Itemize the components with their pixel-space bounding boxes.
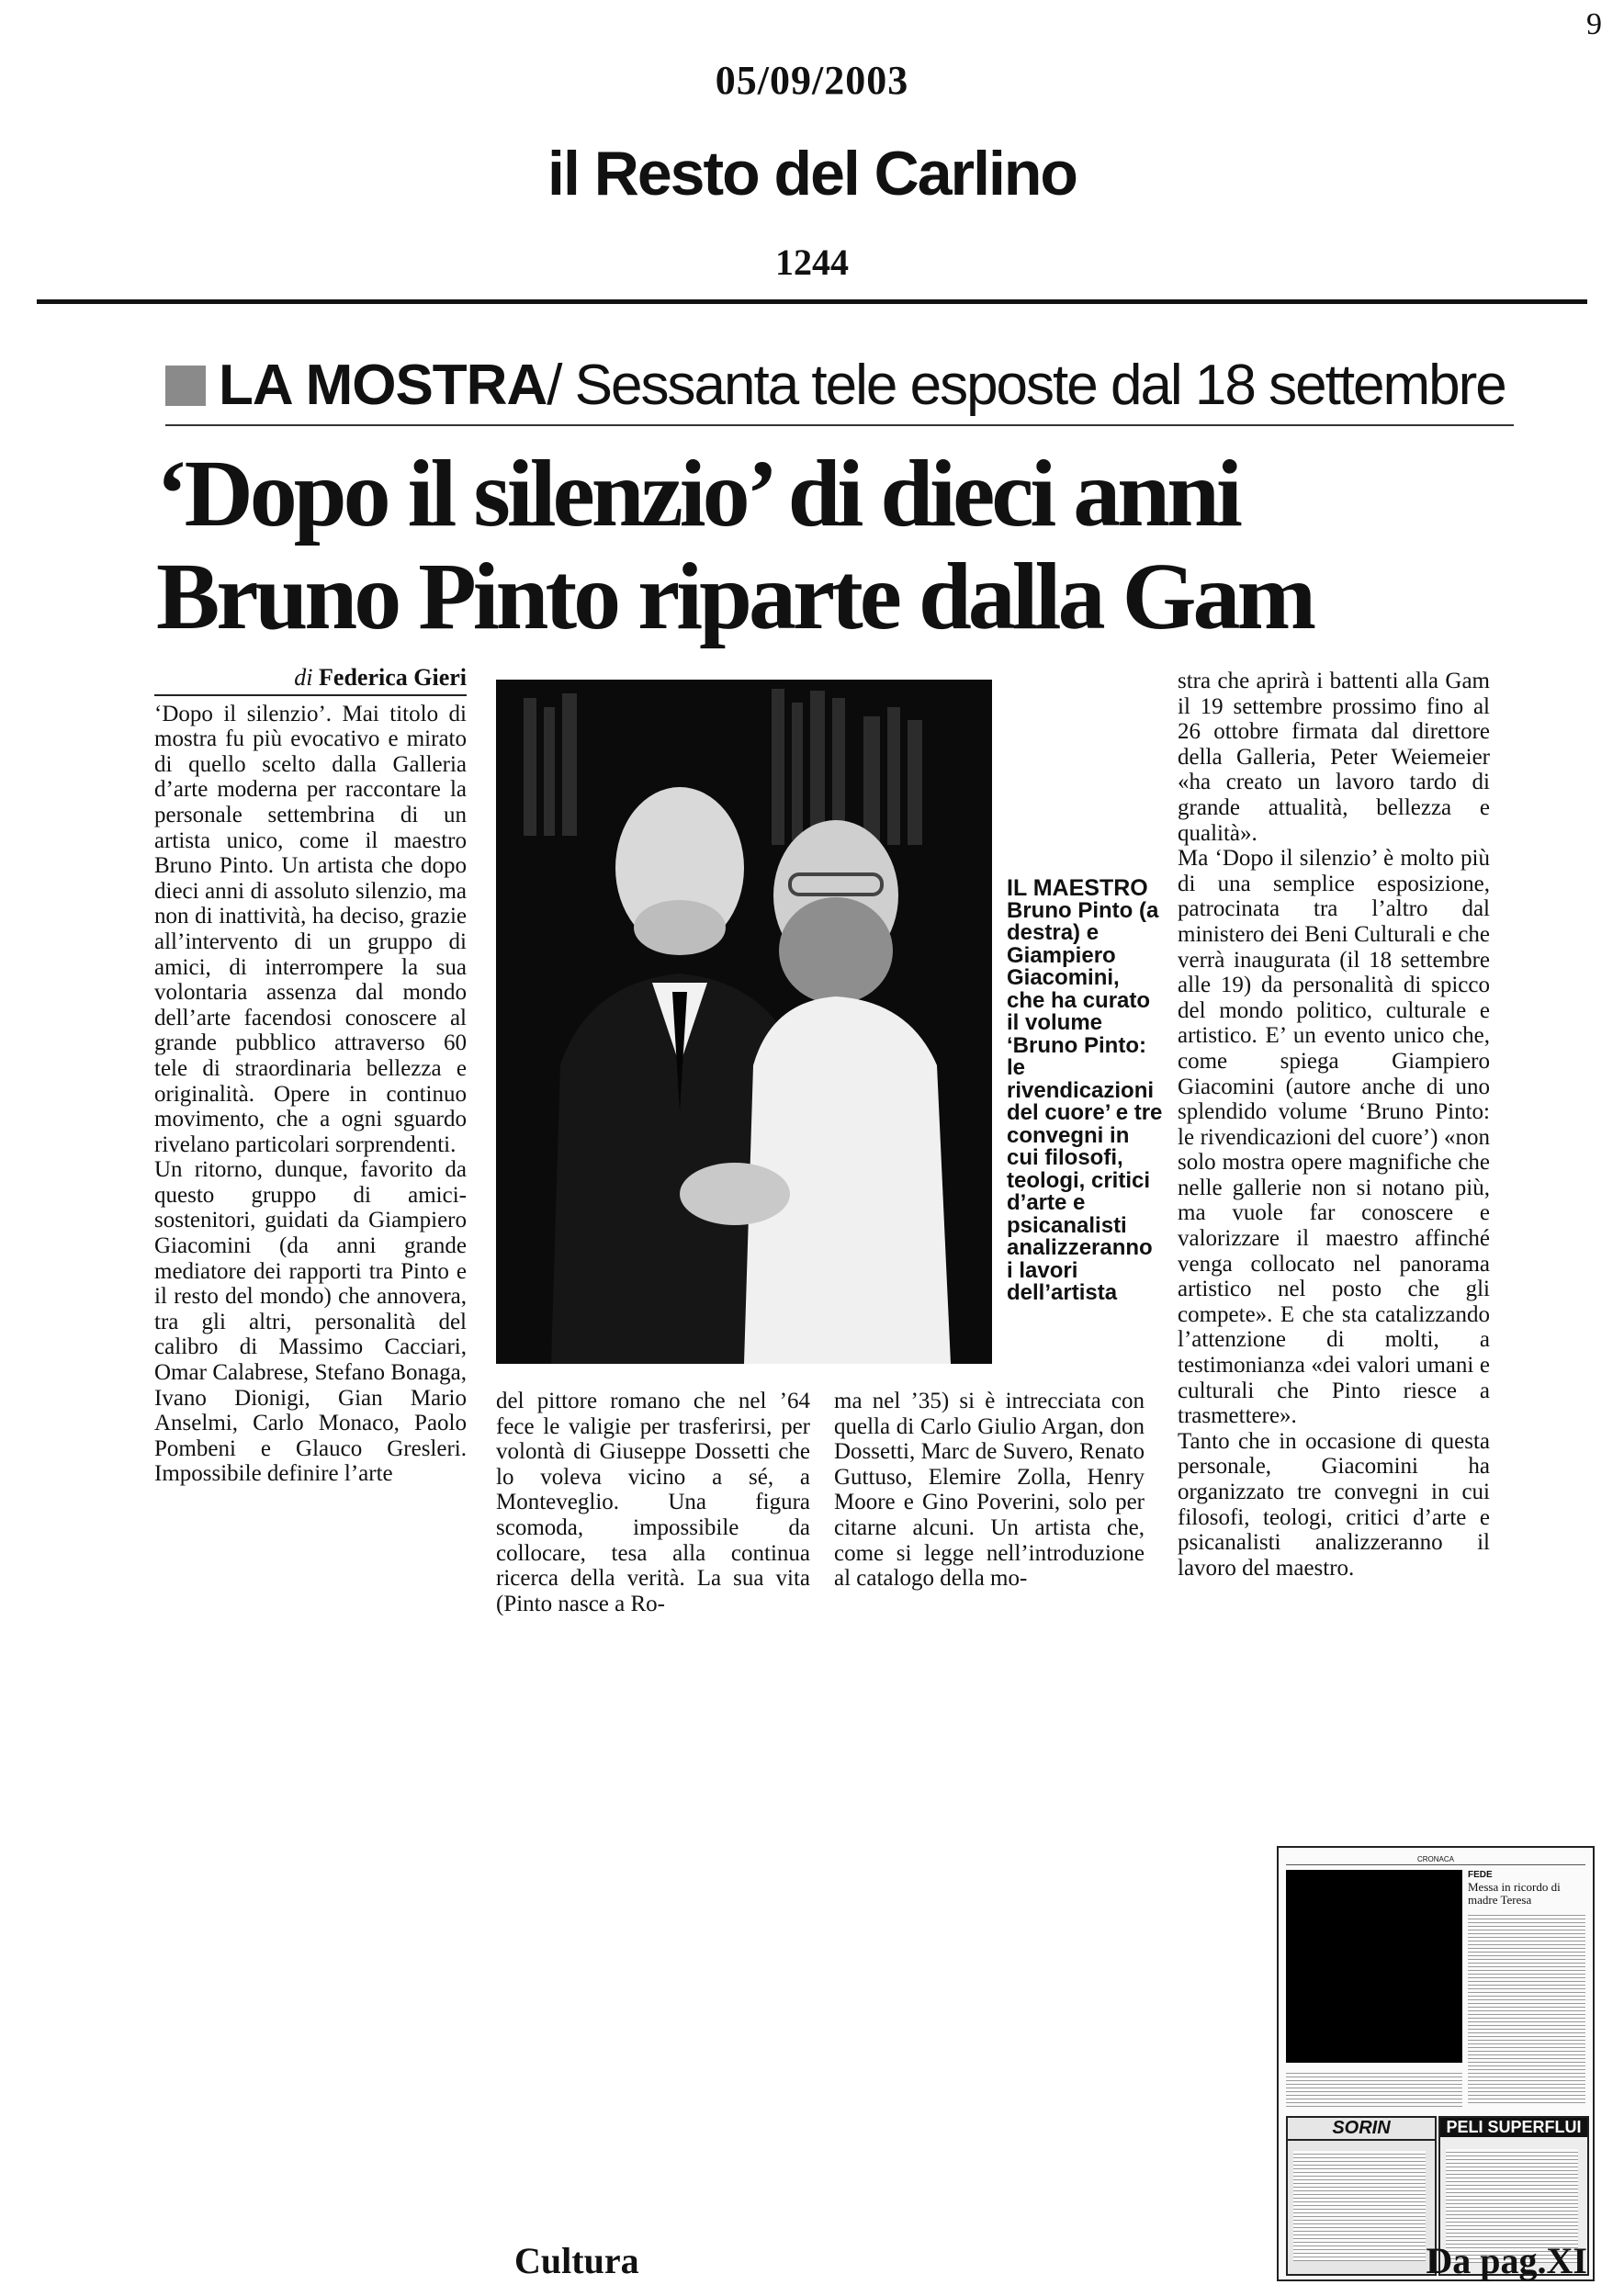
body-paragraph: ‘Dopo il silenzio’. Mai titolo di mostra fu più evocativo e mirato di quello scelto dalla Galleria d’arte moderna per raccontare la personale settembrina di un artista unico, come il maestro Bruno Pinto. Un artista che dopo dieci anni di assoluto silenzio, ma non di inattività, ha deciso, grazie all’intervento di un gruppo di amici, di interrompere la sua volontaria assenza dal mondo dell’arte facendosi conoscere al grande pubblico attraverso 60 tele di straordinaria bellezza e originalità. Opere in continuo movimento, che a ogni sguardo rivelano particolari sorprendenti. bbox=[154, 701, 467, 1157]
article-column-2 bbox=[496, 1389, 810, 1616]
byline bbox=[154, 665, 467, 696]
kicker-subtitle: / Sessanta tele esposte dal 18 settembre bbox=[547, 354, 1506, 417]
header-rule bbox=[37, 299, 1587, 304]
thumbnail-fede-headline: Messa in ricordo di madre Teresa bbox=[1468, 1880, 1561, 1907]
body-paragraph: Ma ‘Dopo il silenzio’ è molto più di una semplice esposizione, patrocinata tra l’altro dal ministero dei Beni Culturali e che verrà inaugurata (il 18 settembre alle 19) da personalità di spicco del mondo politico, culturale e artistico. E’ un evento unico che, come spiega Giampiero Giacomini (autore anche di uno splendido volume ‘Bruno Pinto: le rivendicazioni del cuore’) «non solo mostra opere magnifiche che nelle gallerie non si notano più, ma vuole far conoscere e valorizzare il maestro affinché venga collocato nel panorama artistico nel posto che gli compete». E che sta catalizzando l’attenzione di molti, a testimonianza «dei valori umani e culturali che Pinto riesce a trasmettere». bbox=[1178, 846, 1490, 1429]
headline-line-1: ‘Dopo il silenzio’ di dieci anni bbox=[156, 441, 1239, 546]
thumbnail-fede-label: FEDE bbox=[1468, 1870, 1493, 1880]
section-label: LA MOSTRA bbox=[219, 354, 547, 417]
page-thumbnail bbox=[1277, 1846, 1595, 2281]
headline-line-2: Bruno Pinto riparte dalla Gam bbox=[156, 544, 1314, 649]
body-paragraph: ma nel ’35) si è intrecciata con quella di Carlo Giulio Argan, don Dossetti, Marc de Suvero, Renato Guttuso, Elemire Zolla, Henry Moore e Gino Poverini, solo per citarne alcuni. Un artista che, come si legge nell’introduzione al catalogo della mo- bbox=[834, 1389, 1145, 1592]
thumbnail-fede-box bbox=[1468, 1870, 1585, 1907]
article-column-1 bbox=[154, 665, 467, 1487]
article-photo bbox=[496, 680, 992, 1364]
newspaper-masthead: il Resto del Carlino bbox=[547, 139, 1077, 208]
caption-title: IL MAESTRO bbox=[1007, 875, 1148, 901]
photo-image bbox=[496, 680, 992, 1364]
footer-source-page: Da pag.XI bbox=[1426, 2240, 1587, 2281]
thumbnail-ad-name: SORIN bbox=[1288, 2118, 1435, 2141]
body-paragraph: del pittore romano che nel ’64 fece le valigie per trasferirsi, per volontà di Giuseppe Dossetti che lo voleva vicino a sé, a Monteveglio. Una figura scomoda, impossibile da collocare, tesa alla continua ricerca della verità. La sua vita (Pinto nasce a Ro- bbox=[496, 1389, 810, 1616]
kicker-rule bbox=[165, 424, 1514, 426]
clipping-date: 05/09/2003 bbox=[715, 58, 909, 103]
thumbnail-text-lines bbox=[1293, 2151, 1426, 2261]
body-paragraph: stra che aprirà i battenti alla Gam il 19 settembre prossimo fino al 26 ottobre firmata dal direttore della Galleria, Peter Weiemeier «ha creato un lavoro tardo di grande attualità, bellezza e qualità». bbox=[1178, 669, 1490, 846]
thumbnail-header bbox=[1286, 1855, 1585, 1865]
byline-prefix: di bbox=[294, 664, 313, 691]
byline-author: Federica Gieri bbox=[319, 664, 467, 691]
thumbnail-text-lines bbox=[1468, 1912, 1585, 2105]
article-column-4 bbox=[1178, 669, 1490, 1581]
thumbnail-header-label: CRONACA bbox=[1416, 1855, 1454, 1863]
thumbnail-ad bbox=[1286, 2116, 1437, 2276]
caption-text: Bruno Pinto (a destra) e Giampiero Giacomini, che ha curato il volume ‘Bruno Pinto: le rivendicazioni del cuore’ e tre convegni in cui filosofi, teologi, critici d’arte e psicanalisti analizzeranno i lavori dell’artista bbox=[1007, 897, 1163, 1305]
body-paragraph: Un ritorno, dunque, favorito da questo gruppo di amici-sostenitori, guidati da Giampiero Giacomini (da anni grande mediatore dei rapporti tra Pinto e il resto del mondo) che annovera, tra gli altri, personalità del calibro di Massimo Cacciari, Omar Calabrese, Stefano Bonaga, Ivano Dionigi, Gian Mario Anselmi, Carlo Monaco, Paolo Pombeni e Glauco Gresleri. Impossibile definire l’arte bbox=[154, 1157, 467, 1487]
photo-caption bbox=[1007, 877, 1163, 1305]
thumbnail-text-lines bbox=[1286, 2070, 1462, 2109]
article-column-3 bbox=[834, 1389, 1145, 1592]
thumbnail-ad-name: PELI SUPERFLUI bbox=[1440, 2118, 1587, 2137]
kicker-square-icon bbox=[165, 366, 206, 406]
issue-code: 1244 bbox=[775, 242, 849, 283]
body-paragraph: Tanto che in occasione di questa personale, Giacomini ha organizzato tre convegni in cui filosofi, teologi, critici d’arte e psicanalisti analizzeranno il lavoro del maestro. bbox=[1178, 1428, 1490, 1581]
thumbnail-article-block bbox=[1286, 1870, 1462, 2063]
page-number: 9 bbox=[1586, 7, 1602, 41]
footer-section: Cultura bbox=[514, 2240, 639, 2281]
article-headline bbox=[156, 443, 1569, 648]
article-kicker bbox=[165, 353, 1514, 418]
